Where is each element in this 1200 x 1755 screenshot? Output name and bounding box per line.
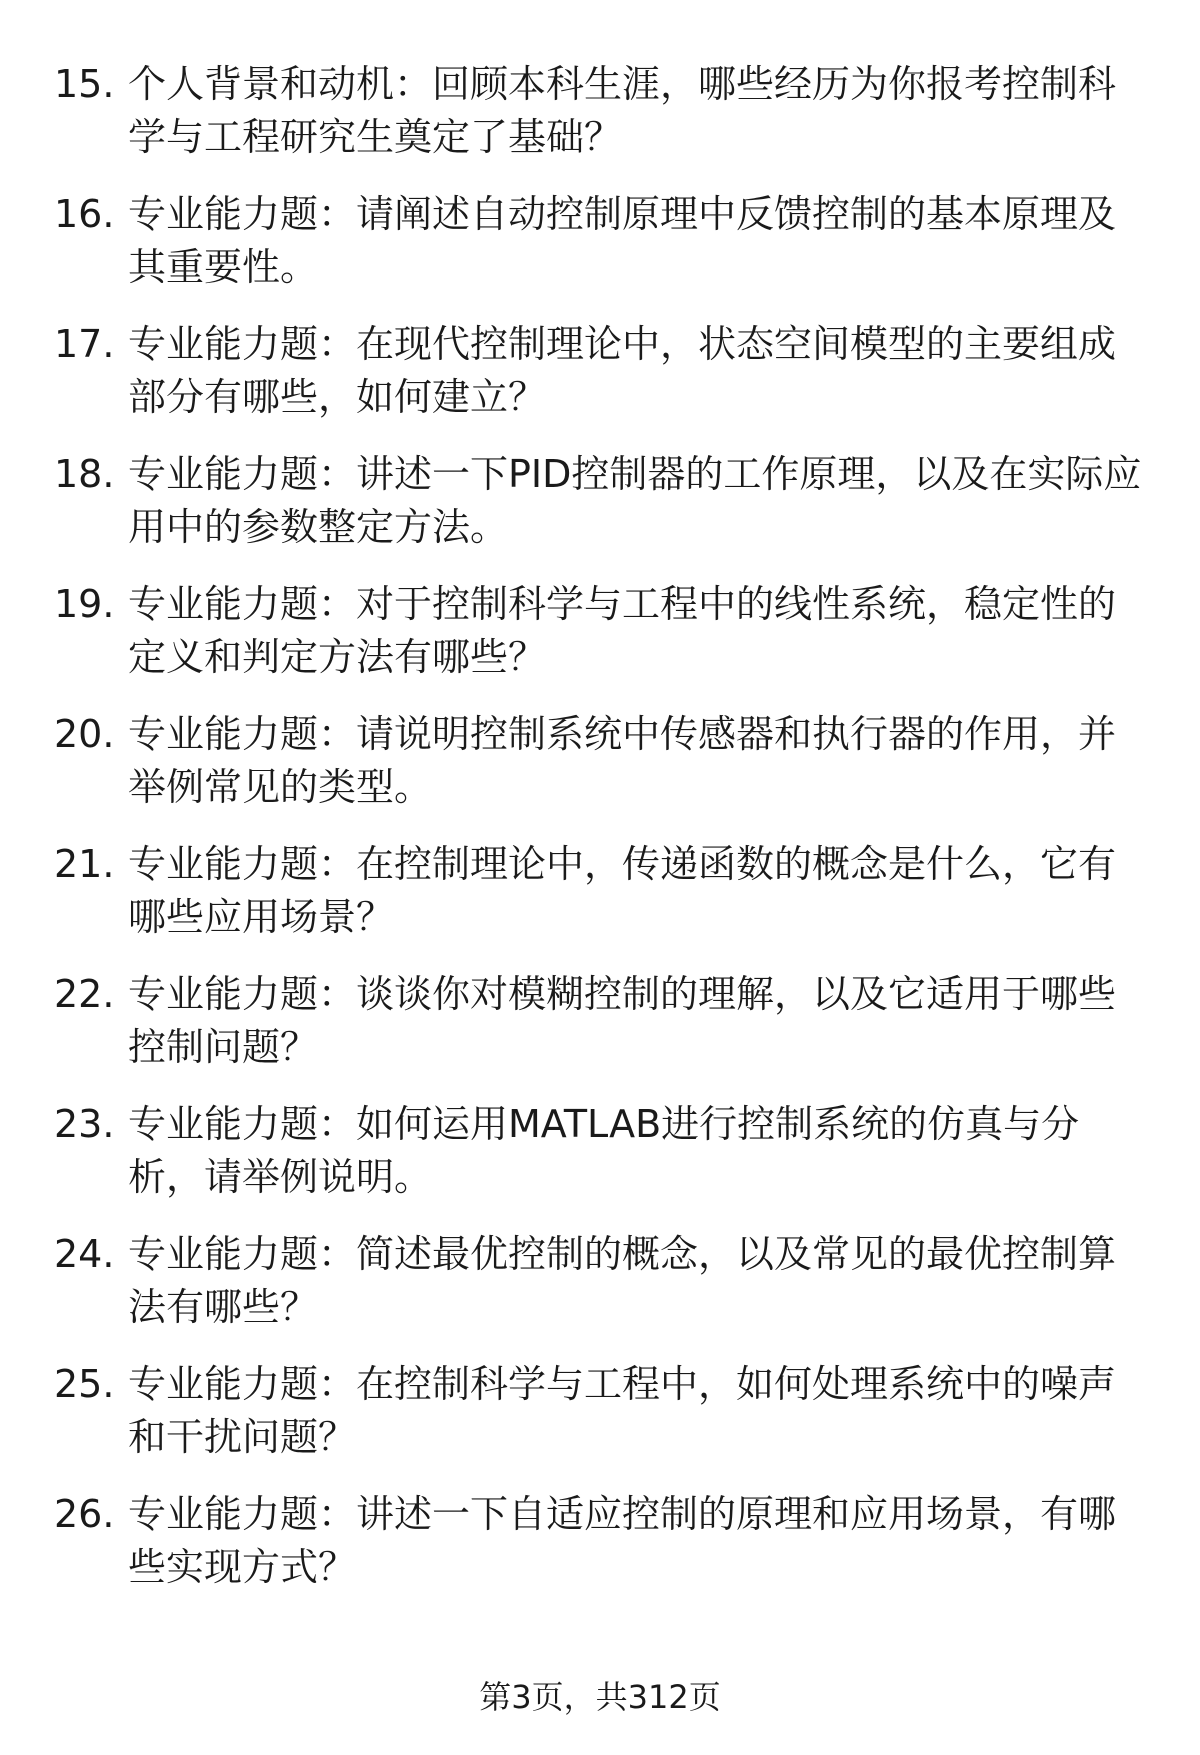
question-number: 19.	[54, 582, 115, 626]
question-number: 21.	[54, 842, 115, 886]
question-item	[54, 318, 1146, 448]
question-item	[54, 838, 1146, 968]
question-item	[54, 188, 1146, 318]
question-item	[54, 1228, 1146, 1358]
question-number: 15.	[54, 62, 115, 106]
question-item	[54, 968, 1146, 1098]
page-footer: 第3页，共312页	[479, 1678, 721, 1716]
question-text: 专业能力题：在现代控制理论中，状态空间模型的主要组成部分有哪些，如何建立？	[128, 322, 1117, 419]
question-number: 25.	[54, 1362, 115, 1406]
question-number: 16.	[54, 192, 115, 236]
question-item	[54, 1358, 1146, 1488]
question-text: 专业能力题：如何运用MATLAB进行控制系统的仿真与分析，请举例说明。	[128, 1102, 1080, 1199]
question-number: 20.	[54, 712, 115, 756]
question-number: 26.	[54, 1492, 115, 1536]
question-number: 17.	[54, 322, 115, 366]
question-text: 专业能力题：在控制科学与工程中，如何处理系统中的噪声和干扰问题？	[128, 1362, 1117, 1459]
question-text: 专业能力题：谈谈你对模糊控制的理解，以及它适用于哪些控制问题？	[128, 972, 1117, 1069]
question-text: 专业能力题：对于控制科学与工程中的线性系统，稳定性的定义和判定方法有哪些？	[128, 582, 1117, 679]
question-list	[54, 58, 1146, 1618]
question-text: 专业能力题：请阐述自动控制原理中反馈控制的基本原理及其重要性。	[128, 192, 1117, 289]
question-text: 专业能力题：在控制理论中，传递函数的概念是什么，它有哪些应用场景？	[128, 842, 1117, 939]
question-text: 专业能力题：请说明控制系统中传感器和执行器的作用，并举例常见的类型。	[128, 712, 1117, 809]
question-text: 专业能力题：简述最优控制的概念，以及常见的最优控制算法有哪些？	[128, 1232, 1117, 1329]
question-number: 18.	[54, 452, 115, 496]
question-number: 24.	[54, 1232, 115, 1276]
question-item	[54, 1098, 1146, 1228]
question-text: 个人背景和动机：回顾本科生涯，哪些经历为你报考控制科学与工程研究生奠定了基础？	[128, 62, 1117, 159]
question-item	[54, 1488, 1146, 1618]
question-text: 专业能力题：讲述一下自适应控制的原理和应用场景，有哪些实现方式？	[128, 1492, 1117, 1589]
question-item	[54, 708, 1146, 838]
question-number: 22.	[54, 972, 115, 1016]
question-item	[54, 578, 1146, 708]
question-item	[54, 58, 1146, 188]
question-item	[54, 448, 1146, 578]
question-text: 专业能力题：讲述一下PID控制器的工作原理，以及在实际应用中的参数整定方法。	[128, 452, 1142, 549]
question-number: 23.	[54, 1102, 115, 1146]
